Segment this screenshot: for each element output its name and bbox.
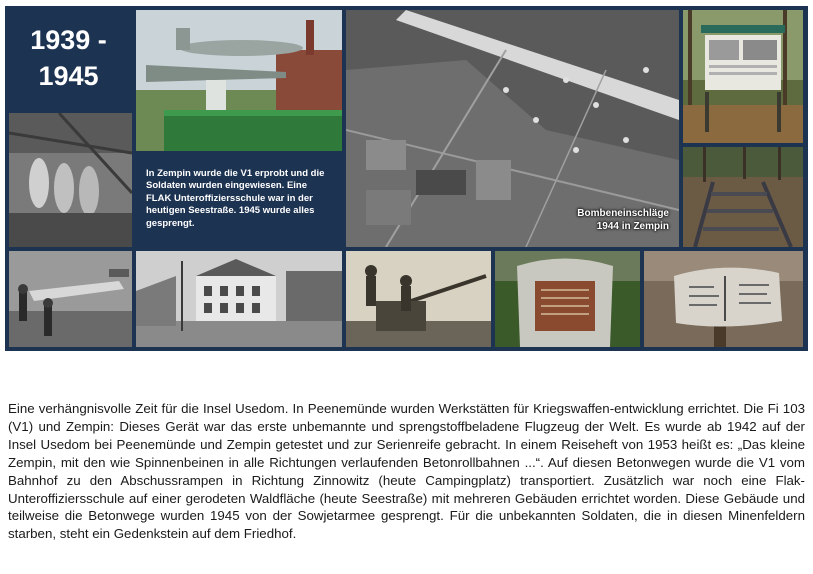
title-years-end: 1945 — [38, 60, 99, 91]
aerial-bomb-craters-photo — [346, 10, 679, 247]
photo-collage — [5, 6, 808, 351]
flak-school-buildings-photo — [136, 251, 342, 347]
aerial-caption-line1: Bombeneinschläge — [577, 208, 669, 219]
title-block — [5, 6, 132, 109]
forest-info-sign-photo — [683, 10, 803, 143]
memorial-stone-photo — [495, 251, 640, 347]
wooden-memorial-sign-photo — [644, 251, 803, 347]
zempin-caption-block — [136, 151, 342, 247]
aerial-caption-line2: 1944 in Zempin — [596, 221, 669, 232]
zempin-caption-text: In Zempin wurde die V1 erprobt und die Soldaten wurden eingewiesen. Eine FLAK Unteroffiziersschule war in der heutigen Seestraße. 1945 wurde alles gesprengt. — [146, 167, 325, 229]
title-years-start: 1939 - — [30, 24, 107, 55]
soldiers-v1-photo — [9, 251, 132, 347]
aerial-caption — [577, 207, 669, 233]
v1-launch-ramp-photo — [136, 10, 342, 151]
v1-factory-photo — [9, 113, 132, 247]
rail-track-remains-photo — [683, 147, 803, 247]
flak-gun-soldiers-photo — [346, 251, 491, 347]
article-body: Eine verhängnisvolle Zeit für die Insel Usedom. In Peenemünde wurden Werkstätten für Kriegswaffen-entwicklung errichtet. Die Fi 103 (V1) und Zempin: Dieses Gerät war das erste unbemannte und sprengstoffbeladene Flugzeug der Welt. Es wurde ab 1942 auf der Insel Usedom bei Peenemünde und Zempin getestet und zur Serienreife gebracht. In einem Reiseheft von 1953 heißt es: „Das kleine Zempin, mit den wie Spinnenbeinen in alle Richtungen verlaufenden Betonrollbahnen ...“. Auf diesen Betonwegen wurde die V1 vom Bahnhof zu den Abschussrampen in Richtung Zinnowitz (heute Campingplatz) transportiert. Zusätzlich war noch eine Flak-Unteroffiziersschule auf einer gerodeten Waldfläche (heute Seestraße) mit mehreren Gebäuden errichtet worden. Diese Gebäude und teilweise die Betonwege wurden 1945 von der Sowjetarmee gesprengt. Für die unbekannten Soldaten, die in diesen Minenfeldern starben, steht ein Gedenkstein auf dem Friedhof. — [8, 401, 805, 542]
